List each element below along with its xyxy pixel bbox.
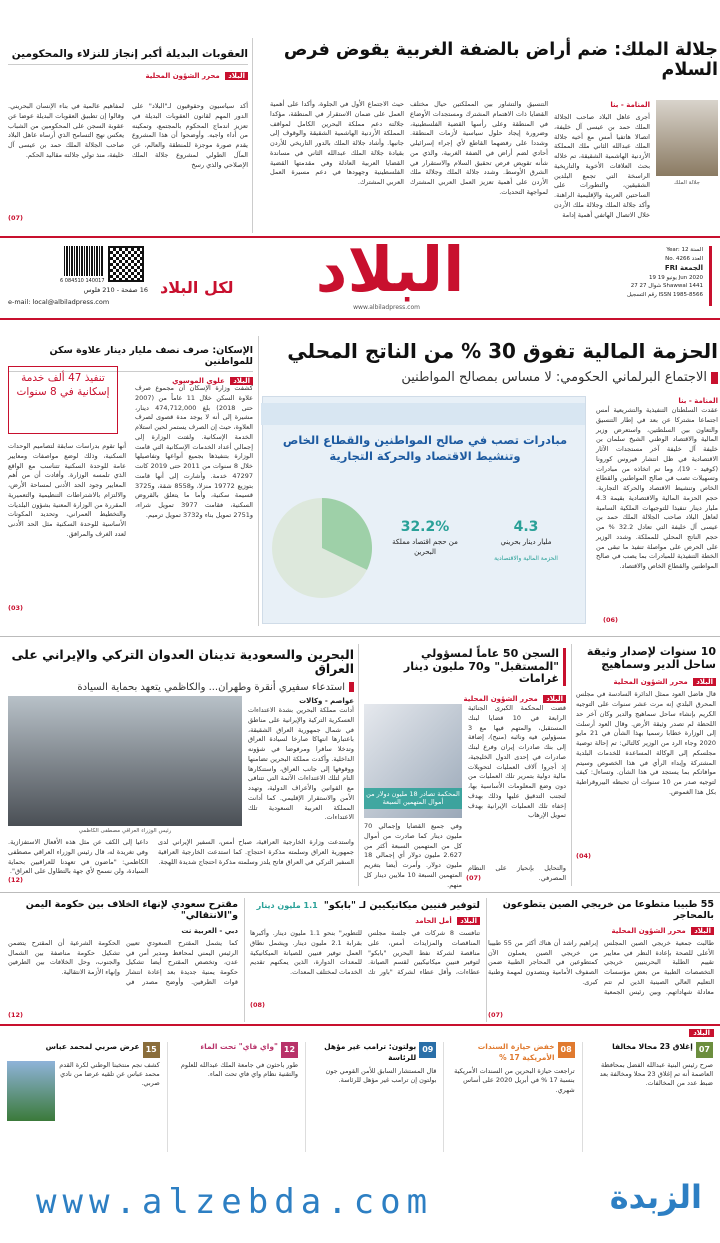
lead-headline[interactable]: جلالة الملك: ضم أراض بالضفة الغربية يقوض فرص السلام bbox=[283, 40, 718, 81]
info-stat1 bbox=[481, 517, 571, 564]
bottom1-body: طالبت جمعية خريجي الصين المجلس الأعلى للصحة بإعادة النظر في معايير تقييم الطلبة البحرينيين خريجي التخصصات الطبية من بعض مؤسسات التعليم العالي الصينية الذين لم تتم معادلة شهاداتهم. وبين رئيس الجمعية إبراهيم راشد أن هناك أكثر من 55 طبيبا من خريجي الصين يعملون الآن كمتطوعين في المحاجر الطبية ضمن الصفوف الأمامية ويتصدون لمهمة وطنية كبرى. bbox=[488, 938, 714, 996]
side-top-tag: البلاد bbox=[225, 72, 248, 80]
left-col-body: قال فاضل العود ممثل الدائرة السادسة في مجلس المحرق البلدي إنه مرت عشر سنوات على التوجيه الكريم بإنشاء ساحل سماهيج والدير وكان آخر حد اللحظة لم تصدر وثيقة الأرض. وقال العود أرسلت إلى الوزارة خطابا رسميا بهذا الشأن في 21 مايو 2020 وجاء الرد من الوزير كالتالي: تم إحالة توصية مجلسكم إلى الوكالة المساعدة للخدمات البلدية المشتركة وإبداء الرأي في هذا الخصوص وسيتم موافاتكم بما يستجد في هذا الشأن. وتساءل: كيف لتوجيه صدر من 10 سنوات أن تحبطه البيروقراطية بكل هذا الغموض. bbox=[576, 690, 716, 796]
side-top-byline: محرر الشؤون المحلية bbox=[145, 72, 220, 81]
housing-page-ref: (03) bbox=[8, 604, 24, 612]
bottom3-page-ref: (12) bbox=[8, 1010, 24, 1019]
housing-tag: البلاد bbox=[230, 377, 253, 385]
ticker-item[interactable] bbox=[4, 1042, 163, 1152]
side-top-headline[interactable]: العقوبات البديلة أكبر إنجاز للنزلاء والمحكومين bbox=[8, 48, 248, 65]
iraq-photo-caption: رئيس الوزراء العراقي مصطفى الكاظمي bbox=[78, 828, 172, 834]
iraq-photo bbox=[8, 696, 242, 826]
ticker-body: صرح رئيس البنية عبدالله الفضل بمحافظة العاصمة أنه تم إغلاق 23 محلا ومخالفة بعد ضبط عدد من المخالفات. bbox=[599, 1060, 713, 1088]
prison-tag: البلاد bbox=[543, 695, 566, 703]
masthead-tagline: لكل البلاد bbox=[160, 278, 234, 297]
stat2-label: من حجم اقتصاد مملكة البحرين bbox=[392, 538, 458, 557]
masthead-logo[interactable]: البلاد bbox=[315, 233, 465, 306]
prison-body2: والتحايل بإنحياز على النظام المصرفي. bbox=[468, 864, 566, 882]
qr-code bbox=[108, 246, 144, 282]
stat1-label: مليار دينار بحريني bbox=[500, 538, 552, 547]
housing-col2: أنها تقوم بدراسات سابقة لتصاميم الوحدات السكنية، وذلك لوضع مواصفات ومعايير عامة للوحدة السكنية تتناسب مع الواقع الذي تلمسه الوزارة. وأفادت أن من أهم المعايير وجود الحد الأدنى لمساحة الأرض، والالتزام بالاشتراطات التنظيمية والتعميرية المقررة من الوزارة المعنية بشؤون البلديات والتخطيط العمراني، وتحديد المكونات الأساسية للوحدة السكنية مثل الحد الأدنى لعدد الغرف والمرافق. bbox=[8, 442, 126, 538]
ticker-num: 08 bbox=[558, 1042, 575, 1058]
info-title: مبادرات تصب في صالح المواطنين والقطاع الخاص وتنشيط الاقتصاد والحركة التجارية bbox=[282, 433, 568, 463]
footer bbox=[0, 1168, 720, 1243]
masthead-issn: رقم التسجيل ISSN 1985-8566 bbox=[626, 291, 703, 298]
housing-byline: علوي الموسوي bbox=[172, 376, 225, 385]
bottom1-page-ref: (07) bbox=[488, 1010, 504, 1019]
ticker-title: إغلاق 23 محالا مخالفا bbox=[612, 1042, 693, 1051]
bottom3-headline[interactable]: مقترح سعودي لإنهاء الخلاف بين حكومة اليمن و"الانتقالي" bbox=[25, 899, 238, 921]
main-headline[interactable]: الحزمة المالية تفوق 30 % من الناتج المحلي bbox=[287, 339, 718, 363]
iraq-col1: أدانت مملكة البحرين بشدة الاعتداءات العسكرية التركية والإيرانية على مناطق في شمال جمهورية العراق الشقيقة، باعتبارها انتهاكا صارخا لسيادة العراق وتدخلا سافرا ومرفوضا في شؤونه الداخلية. وأكدت مملكة البحرين تضامنها ووقوفها إلى جانب العراق، واستنكارها التام لتلك الاعتداءات الآثمة التي تتنافى مع القوانين والأعراف الدولية، وتهدد الأمن والاستقرار الإقليمي. كما أدانت المملكة العربية السعودية تلك الاعتداءات. bbox=[248, 706, 354, 822]
housing-box: تنفيذ 47 ألف خدمة إسكانية في 8 سنوات bbox=[8, 366, 118, 434]
main-body: عقدت السلطتان التنفيذية والتشريعية أمس اجتماعا مشتركا عن بعد في إطار التنسيق والتعاون بين السلطتين، واستعرض وزير المالية والاقتصاد الوطني الشيخ سلمان بن خليفة آل خليفة آخر مستجدات الآثار الاقتصادية في ظل انتشار فيروس كورونا (كوفيد - 19)، وما تم اتخاذه من مبادرات وتسهيلات تصب في صالح المواطنين والقطاع الخاص وتنشيط الاقتصاد والحركة التجارية. حجم الحزمة المالية والاقتصادية بقيمة 4.3 مليار دينار تنفيذا للتوجيهات الملكية السامية لعاهل البلاد صاحب الجلالة الملك حمد بن عيسى آل خليفة التي تعادل 32.2 % من حجم الناتج المحلي للمملكة. وشدد الوزير على الحرص على مواصلة تنفيذ ما تبقى من الخطة التنفيذية للمبادرات بما يصب في صالح المواطنين والقطاع الخاص والاقتصاد. bbox=[596, 406, 718, 570]
bottom2-page-ref: (08) bbox=[250, 1001, 266, 1010]
iraq-col3: داعيا إلى الكف عن مثل هذه الأفعال الاستفزازية. وفي تغريدة له، قال رئيس الوزراء العراقي مصطفى الكاظمي: "ماضون في تعهدنا للعراقيين بحماية السيادة، ولن نسمح لأي جهة بالتطاول على العراق". bbox=[8, 838, 148, 876]
masthead-email[interactable]: e-mail: local@albiladpress.com bbox=[8, 298, 110, 306]
bottom-story-3 bbox=[8, 900, 238, 1020]
bottom1-byline: محرر الشؤون المحلية bbox=[611, 926, 686, 935]
masthead-day: FRI الجمعة bbox=[664, 264, 703, 273]
housing-col1: كشفت وزارة الإسكان أن مجموع صرف علاوة السكن خلال 11 عاماً من (2007 حتى 2018) بلغ 474,712,000 دينار، مشيرة إلى أنه لا يوجد مدة قصوى لصرف العلاوة، حيث إن الصرف يستمر لحين استلام الخدمة الإسكانية. ولفتت الوزارة إلى إجمالي أعداد الخدمات الإسكانية التي قامت الوزارة بتنفيذها بجميع أنواعها وتفاصيلها خلال 8 سنوات من 2011 حتى 2019 كانت 47297 خدمة. وأشارت إلى أنها قامت بتوزيع 19772 منزلا، و8558 شقة، و3725 قسيمة سكنية، وأما ما يتعلق بالقروض السكنية، فقامت 3977 تمويل شراء، و2751 تمويل بناء و3732 تمويل ترميم. bbox=[135, 384, 254, 519]
prison-col2: وفي جميع القضايا وإجمالي 70 مليون دينار كما صادرت من أموال كل من المتهمين السبعة أكثر من 2.627 مليون دولار أي إجمالي 18 مليون دولار. وأمرت أيضا بتغريم المتهمين السبعة 10 ملايين دينار كل منهم. bbox=[364, 822, 462, 889]
housing-headline[interactable]: الإسكان: صرف نصف مليار دينار علاوة سكن للمواطنين bbox=[8, 346, 253, 372]
ticker-item[interactable] bbox=[582, 1042, 716, 1152]
footer-url[interactable]: www.alzebda.com bbox=[36, 1182, 434, 1222]
iraq-page-ref: (12) bbox=[8, 876, 24, 884]
ticker-title: خفض حيازة السندات الأمريكية 17 % bbox=[477, 1042, 555, 1062]
side-top-col2: لمفاهيم عالمية في بناء الإنسان البحريني. وقالوا إن تطبيق العقوبات البديلة عوضا عن عقوبة السجن على المحكومين من الشباب يعكس نهج التسامح الذي أرساه عاهل البلاد صاحب الجلالة الملك حمد بن عيسى آل خليفة، منذ تولي جلالته مقاليد الحكم. bbox=[8, 102, 124, 159]
bottom-story-1 bbox=[488, 900, 714, 1020]
ticker-body: كشف نجم منتخبنا الوطني لكرة القدم محمد عباس عن تلقيه عرضا من نادي صربي. bbox=[59, 1060, 160, 1088]
iraq-story bbox=[8, 648, 354, 886]
main-subheadline: الاجتماع البرلماني الحكومي: لا مساس بمصالح المواطنين bbox=[262, 369, 718, 388]
footer-brand[interactable]: الزبدة bbox=[609, 1178, 702, 1216]
prison-body: قضت المحكمة الكبرى الجنائية الرابعة في 10 قضايا لبنك المستقبل، والمتهم فيها مع 3 مسؤولين فيه ونائبه (منيح)، إضافة إلى بنك صادرات إيران وفرع لبنك صادرات في إحدى الدول الخليجية، إذ أجروا آلاف العمليات لتحويلات مالية دولية بتمرير تلك العمليات من دون وضع المعلومات الأساسية بها، لتجنب التدقيق عليها وذلك بهدف إخفاء تلك العمليات الإيرانية بهدف تمويل الإرهاب bbox=[468, 704, 567, 820]
left-col-headline[interactable]: 10 سنوات لإصدار وثيقة ساحل الدير وسماهيج bbox=[586, 645, 716, 671]
ticker-body: قال المستشار السابق للأمن القومي جون بولتون إن ترامب غير مؤهل للرئاسة. bbox=[325, 1066, 437, 1085]
lead-col2: التنسيق والتشاور بين المملكتين حيال مختلف القضايا ذات الاهتمام المشترك ومستجدات الأوضاع في المنطقة وعلى رأسها القضية الفلسطينية، وضرورة إيجاد حلول سياسية لأزمات المنطقة. وشددا على رفضهما القاطع لأي إجراء إسرائيلي أحادي لضم أراض في الضفة الغربية، والذي من شأنه تقويض فرص تحقيق السلام والاستقرار في الشرق الأوسط. وشدد جلالة الملك وجلالة ملك الأردن على أهمية تعزيز العمل العربي المشترك لمواجهة التحديات. bbox=[410, 100, 548, 196]
prison-page-ref: (07) bbox=[466, 874, 482, 882]
bottom3-body: كما يشمل المقترح السعودي تعيين الرئيس اليمني لمحافظ ومدير أمن في عدن، وتخصص المقترح أيضا تشكيل حكومة يمنية جديدة بعد إعادة انتشار قوات الطرفين. وأوضح مصدر في الحكومة الشرعية أن المقترح يتضمن تشكيل حكومة مناصفة بين الشمال والجنوب، وحل الخلافات بين الطرفين وإنهاء الأزمة الانتقالية. bbox=[8, 938, 238, 986]
main-page-ref: (06) bbox=[602, 616, 618, 624]
side-top-page-ref: (07) bbox=[8, 214, 24, 222]
lead-photo bbox=[656, 100, 718, 176]
iraq-headline[interactable]: البحرين والسعودية تدينان العدوان التركي والإيراني على العراق bbox=[11, 647, 354, 677]
lead-source: المنامة - بنا bbox=[610, 101, 650, 109]
stat2-value: 32.2% bbox=[400, 519, 450, 535]
info-stat2 bbox=[385, 517, 465, 558]
ticker-item[interactable] bbox=[305, 1042, 439, 1152]
masthead-info bbox=[552, 246, 712, 306]
bottom2-byline: أمل الحامد bbox=[415, 916, 452, 925]
left-col-tag: البلاد bbox=[693, 678, 716, 686]
ticker-tag: البلاد bbox=[689, 1029, 714, 1037]
prison-story bbox=[364, 647, 567, 889]
side-top-col1: أكد سياسيون وحقوقيون لـ"البلاد" على الدور المهم لقانون العقوبات البديلة في تعزيز اندماج المحكوم بالمجتمع، وتمكينه من أداء واجبه. وأوضحوا أن هذا المشروع يقدم صورة موجزة للمنطقة والعالم، عن المآل الطولي لمشروع جلالة الملك الإصلاحي والذي رسخ bbox=[132, 102, 248, 169]
bottom1-headline[interactable]: 55 طبيبا متطوعا من خريجي الصين يتطوعون بالمحاجر bbox=[502, 899, 714, 921]
bottom2-header bbox=[250, 900, 480, 912]
ticker-title: بولتون: ترامب غير مؤهل للرئاسة bbox=[324, 1042, 417, 1062]
left-col-page-ref: (04) bbox=[576, 852, 592, 861]
ticker-num: 09 bbox=[419, 1042, 436, 1058]
lead-photo-caption: جلالة الملك bbox=[674, 180, 700, 186]
ticker-num: 07 bbox=[696, 1042, 713, 1058]
housing-story bbox=[8, 346, 253, 616]
ticker-body: تراجعت حيازة البحرين من السندات الأمريكية بنسبة 17 % في أبريل 2020 على أساس شهري. bbox=[454, 1066, 575, 1094]
ticker-photo bbox=[7, 1061, 55, 1121]
main-story bbox=[262, 340, 718, 630]
stat1-source: الحزمة المالية والاقتصادية bbox=[494, 555, 558, 563]
ticker-num: 15 bbox=[143, 1042, 160, 1058]
iraq-subheadline: استدعاء سفيري أنقرة وطهران... والكاظمي يتعهد بحماية السيادة bbox=[8, 681, 354, 696]
masthead bbox=[0, 233, 720, 316]
bottom-story-2 bbox=[250, 900, 480, 1020]
masthead-issue: No. 4266 العدد bbox=[665, 255, 703, 262]
main-source: المنامة - بنا bbox=[678, 397, 718, 405]
ticker-num: 12 bbox=[281, 1042, 298, 1058]
masthead-website[interactable]: www.albiladpress.com bbox=[353, 304, 420, 311]
ticker-row bbox=[4, 1042, 716, 1152]
left-col-byline: محرر الشؤون المحلية bbox=[613, 678, 688, 687]
barcode bbox=[64, 246, 104, 276]
lead-col3: حيث الاجتماع الأول في الجلوة، وأكدا على أهمية العمل على ضمان الاستقرار في المنطقة، مؤكدا جلالته دعم مملكة البحرين الكامل لمواقف المملكة الأردنية الهاشمية الشقيقة والوقوف إلى جانبها. وأشاد جلالة الملك بالدور التاريخي للأردن بقيادة جلالة الملك عبدالله الثاني في مساندة القضايا العربية العادلة وفي مقدمتها القضية الفلسطينية وجهودها في دعم مسيرة العمل العربي المشترك. bbox=[270, 100, 404, 186]
bottom2-body: تنافست 8 شركات في جلسة مجلس المناقصات والمزايدات أمس، على مناقصة لشركة نفط البحرين "بابكو" لتوفير فنيين ميكانيكيين لقسم الصيانة. عطاءات، وأقل عطاء لشركة "باور تك للتطوير" بنحو 1.1 مليون دينار. وأكبرها بقرابة 2.1 مليون دينار. ويشمل نطاق العمل توفير فنيين للصيانة الميكانيكية للمعدات الدوارة، الذين يمكنهم تقديم الخدمات لمختلف المعدات. bbox=[250, 929, 480, 977]
prison-photo-text: المحكمة تصادر 18 مليون دولار من أموال المتهمين السبعة bbox=[364, 788, 462, 809]
lead-story bbox=[262, 40, 718, 230]
bottom3-source: دبي - العربية نت bbox=[181, 926, 238, 935]
stat1-value: 4.3 bbox=[513, 519, 539, 535]
prison-headline[interactable]: السجن 50 عاماً لمسؤولي "المستقبل" و70 مليون دينار غرامات bbox=[364, 648, 566, 686]
ticker-item[interactable] bbox=[443, 1042, 577, 1152]
ticker-body: طور باحثون في جامعة الملك عبدالله للعلوم والتقنية نظام واي فاي تحت الماء. bbox=[180, 1060, 299, 1079]
side-top-story bbox=[8, 48, 248, 232]
iraq-col2: واستدعت وزارة الخارجية العراقية، صباح أمس، السفير الإيراني لدى جمهورية العراق وسلمته مذكرة احتجاج. كما استدعت الخارجية العراقية السفير التركي في العراق فاتح يلدز وسلمته مذكرة احتجاج شديدة اللهجة. bbox=[158, 838, 354, 866]
ticker-title: "واي فاي" تحت الماء bbox=[200, 1042, 278, 1051]
masthead-year: Year: 12 السنة bbox=[666, 247, 703, 253]
masthead-date-g: 19 يونيو 19 Jun 2020 bbox=[649, 274, 703, 281]
barcode-number: 6 084510 140017 bbox=[60, 278, 105, 284]
bottom2-label: 1.1 مليون دينار bbox=[256, 901, 318, 910]
bottom1-tag: البلاد bbox=[691, 927, 714, 935]
stat2-pie bbox=[267, 493, 377, 603]
infographic bbox=[262, 396, 586, 624]
left-col-story bbox=[576, 646, 716, 886]
bottom2-headline[interactable]: لتوفير فنيين ميكانيكيين لـ "بابكو" bbox=[323, 900, 480, 911]
prison-byline: محرر الشؤون المحلية bbox=[463, 694, 538, 703]
masthead-date-h: 27 شوال 27 Shawwal 1441 bbox=[630, 283, 703, 290]
lead-col1: أجرى عاهل البلاد صاحب الجلالة الملك حمد بن عيسى آل خليفة، اتصالا هاتفيا أمس مع أخيه جلالة الملك عبدالله الثاني ملك المملكة الأردنية الهاشمية الشقيقة، تم خلاله بحث العلاقات الأخوية والتاريخية الراسخة التي تجمع البلدين الشقيقين، والتطورات على الساحتين العربية والإقليمية الراهنة. وأكد جلالة الملك وجلالة ملك الأردن خلال الاتصال الهاتفي أهمية إدامة bbox=[554, 113, 650, 219]
ticker-header bbox=[654, 1028, 714, 1040]
bottom2-tag: البلاد bbox=[457, 917, 480, 925]
masthead-price: 16 صفحة - 210 فلوس bbox=[83, 286, 148, 294]
ticker-title: عرض صربي لمحمد عباس bbox=[45, 1042, 140, 1051]
iraq-source: عواصم - وكالات bbox=[299, 697, 354, 705]
ticker-item[interactable] bbox=[167, 1042, 301, 1152]
